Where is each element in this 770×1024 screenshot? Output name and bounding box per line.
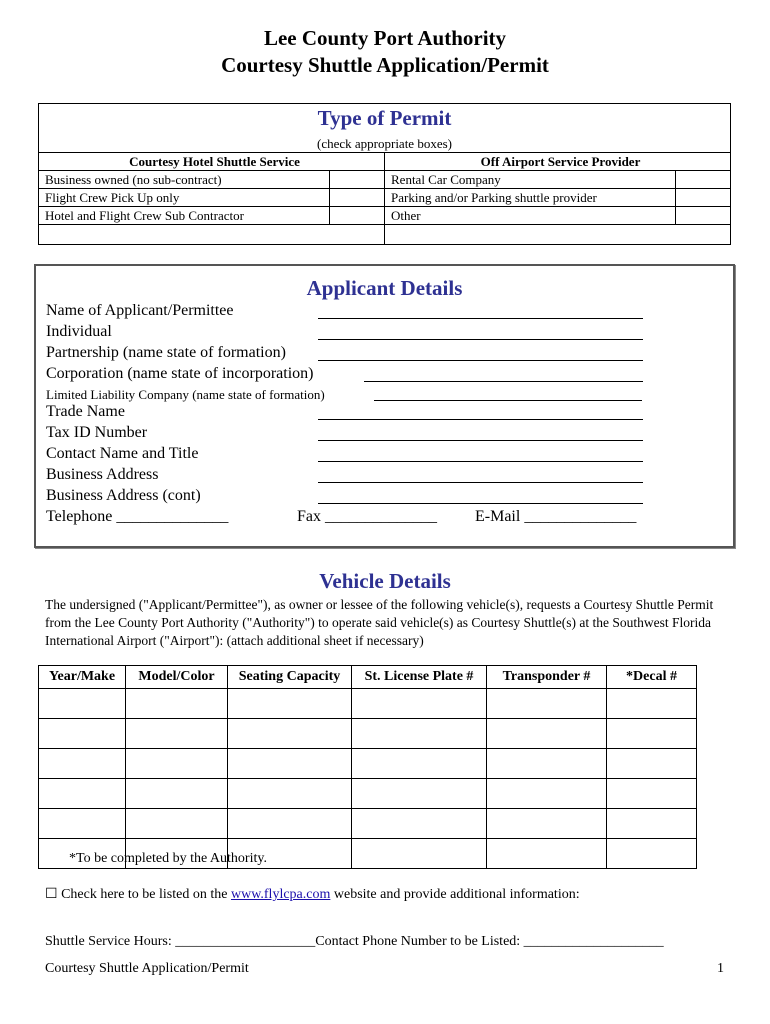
website-listing-row [45, 886, 580, 903]
shuttle-info-row [45, 934, 664, 950]
table-cell[interactable] [126, 689, 228, 719]
table-cell[interactable] [126, 749, 228, 779]
applicant-name-line[interactable] [318, 318, 643, 319]
type-of-permit-section [38, 103, 731, 245]
permit-checkbox[interactable] [676, 171, 731, 189]
table-cell[interactable] [607, 689, 697, 719]
contact-name-label: Contact Name and Title [46, 445, 199, 462]
table-cell[interactable] [352, 839, 487, 869]
website-link[interactable]: www.flylcpa.com [230, 887, 331, 902]
business-address-cont-line[interactable] [318, 503, 643, 504]
telephone-field[interactable]: Telephone ______________ [46, 508, 229, 525]
trade-name-label: Trade Name [46, 403, 125, 420]
permit-checkbox[interactable] [330, 207, 385, 225]
table-row [39, 779, 697, 809]
table-cell[interactable] [607, 719, 697, 749]
type-of-permit-heading: Type of Permit [317, 106, 452, 130]
corporation-label: Corporation (name state of incorporation) [46, 365, 314, 382]
permit-option-label: Rental Car Company [385, 171, 676, 189]
business-address-line[interactable] [318, 482, 643, 483]
tax-id-line[interactable] [318, 440, 643, 441]
permit-option-label: Hotel and Flight Crew Sub Contractor [39, 207, 330, 225]
table-cell[interactable] [228, 749, 352, 779]
table-cell[interactable] [228, 809, 352, 839]
table-row [39, 719, 697, 749]
llc-label: Limited Liability Company (name state of formation) [46, 387, 325, 402]
permit-option-label: Parking and/or Parking shuttle provider [385, 189, 676, 207]
table-cell[interactable] [607, 839, 697, 869]
table-cell[interactable] [352, 749, 487, 779]
table-cell[interactable] [352, 779, 487, 809]
authority-note: *To be completed by the Authority. [69, 851, 267, 866]
page-number: 1 [717, 961, 724, 976]
table-cell[interactable] [126, 779, 228, 809]
table-cell[interactable] [39, 689, 126, 719]
trade-name-line[interactable] [318, 419, 643, 420]
type-of-permit-instruction: (check appropriate boxes) [317, 136, 452, 151]
applicant-details-heading: Applicant Details [306, 276, 463, 300]
checkbox-icon[interactable]: ☐ [45, 887, 58, 902]
table-cell[interactable] [39, 749, 126, 779]
table-cell[interactable] [39, 719, 126, 749]
corporation-line[interactable] [364, 381, 643, 382]
contact-phone-field[interactable]: Contact Phone Number to be Listed: ____________________ [315, 934, 664, 949]
vehicle-details-heading: Vehicle Details [319, 569, 451, 593]
permit-checkbox[interactable] [330, 171, 385, 189]
permit-checkbox[interactable] [676, 207, 731, 225]
table-cell[interactable] [39, 779, 126, 809]
permit-type-table [38, 152, 731, 245]
year-make-header: Year/Make [39, 666, 126, 689]
business-address-cont-label: Business Address (cont) [46, 487, 201, 504]
table-row [39, 749, 697, 779]
table-row [39, 689, 697, 719]
seating-capacity-header: Seating Capacity [228, 666, 352, 689]
applicant-details-section [34, 264, 735, 548]
service-hours-field[interactable]: Shuttle Service Hours: ____________________ [45, 934, 316, 949]
website-text-before: Check here to be listed on the [61, 887, 231, 902]
table-cell[interactable] [39, 809, 126, 839]
off-airport-header: Off Airport Service Provider [385, 153, 731, 171]
llc-line[interactable] [374, 400, 642, 401]
permit-checkbox[interactable] [330, 189, 385, 207]
individual-label: Individual [46, 323, 112, 340]
table-row [39, 809, 697, 839]
permit-empty-cell [39, 225, 385, 245]
footer-title: Courtesy Shuttle Application/Permit [45, 961, 249, 976]
table-cell[interactable] [487, 749, 607, 779]
vehicle-table [38, 665, 697, 869]
table-cell[interactable] [487, 779, 607, 809]
partnership-line[interactable] [318, 360, 643, 361]
decal-header: *Decal # [607, 666, 697, 689]
permit-option-label: Other [385, 207, 676, 225]
license-plate-header: St. License Plate # [352, 666, 487, 689]
table-cell[interactable] [487, 689, 607, 719]
table-cell[interactable] [487, 839, 607, 869]
table-cell[interactable] [607, 749, 697, 779]
table-cell[interactable] [607, 809, 697, 839]
individual-line[interactable] [318, 339, 643, 340]
permit-checkbox[interactable] [676, 189, 731, 207]
table-cell[interactable] [228, 689, 352, 719]
table-cell[interactable] [352, 689, 487, 719]
permit-option-label: Business owned (no sub-contract) [39, 171, 330, 189]
table-cell[interactable] [126, 719, 228, 749]
table-cell[interactable] [607, 779, 697, 809]
vehicle-intro-text: The undersigned ("Applicant/Permittee"), as owner or lessee of the following vehicle(s), requests a Courtesy Shuttle Permit from the Lee County Port Authority ("Authority") to operate said vehicle(s) as Courtesy Shuttle(s) at the Southwest Florida International Airport ("Airport"): (attach additional sheet if necessary) [45, 597, 714, 648]
document-title: Lee County Port Authority [263, 26, 507, 50]
contact-name-line[interactable] [318, 461, 643, 462]
model-color-header: Model/Color [126, 666, 228, 689]
document-subtitle: Courtesy Shuttle Application/Permit [221, 53, 549, 77]
website-text-after: website and provide additional information: [330, 887, 580, 902]
table-cell[interactable] [126, 809, 228, 839]
table-cell[interactable] [487, 719, 607, 749]
table-cell[interactable] [352, 719, 487, 749]
fax-field[interactable]: Fax ______________ [297, 508, 437, 525]
table-cell[interactable] [487, 809, 607, 839]
tax-id-label: Tax ID Number [46, 424, 148, 441]
permit-empty-cell [385, 225, 731, 245]
permit-option-label: Flight Crew Pick Up only [39, 189, 330, 207]
transponder-header: Transponder # [487, 666, 607, 689]
table-cell[interactable] [352, 809, 487, 839]
applicant-name-label: Name of Applicant/Permittee [46, 302, 234, 319]
table-cell[interactable] [228, 779, 352, 809]
partnership-label: Partnership (name state of formation) [46, 344, 286, 361]
table-cell[interactable] [228, 719, 352, 749]
hotel-shuttle-header: Courtesy Hotel Shuttle Service [39, 153, 385, 171]
business-address-label: Business Address [46, 466, 159, 483]
email-field[interactable]: E-Mail ______________ [475, 508, 637, 525]
